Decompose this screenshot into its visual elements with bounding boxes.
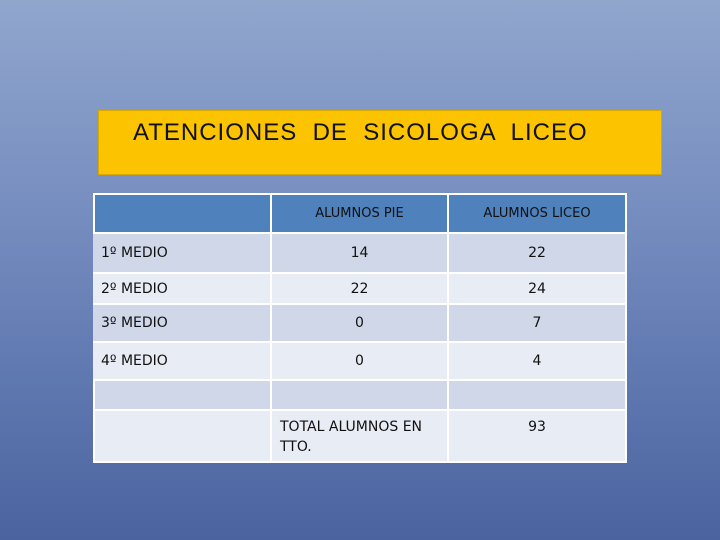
total-label: TOTAL ALUMNOS EN TTO. [272, 411, 447, 461]
cell-liceo: 7 [449, 305, 625, 341]
cell-liceo: 24 [449, 274, 625, 303]
cell-pie: 0 [272, 343, 447, 379]
header-pie [272, 195, 447, 232]
cell-pie: 0 [272, 305, 447, 341]
cell-liceo: 22 [449, 234, 625, 272]
header-liceo [449, 195, 625, 232]
title-banner [98, 110, 662, 175]
header-pie-label: ALUMNOS PIE [315, 206, 404, 221]
row-label: 1º MEDIO [93, 234, 270, 272]
empty-cell [272, 381, 447, 409]
header-liceo-label: ALUMNOS LICEO [483, 206, 591, 221]
total-value: 93 [449, 411, 625, 461]
row-label: 2º MEDIO [93, 274, 270, 303]
empty-cell [95, 381, 270, 409]
page-title: ATENCIONES DE SICOLOGA LICEO [133, 119, 588, 146]
data-table [93, 193, 627, 463]
cell-liceo: 4 [449, 343, 625, 379]
row-label: 3º MEDIO [93, 305, 270, 341]
header-blank-cell [95, 195, 270, 232]
row-label: 4º MEDIO [93, 343, 270, 379]
cell-pie: 22 [272, 274, 447, 303]
total-blank-cell [95, 411, 270, 461]
cell-pie: 14 [272, 234, 447, 272]
empty-cell [449, 381, 625, 409]
